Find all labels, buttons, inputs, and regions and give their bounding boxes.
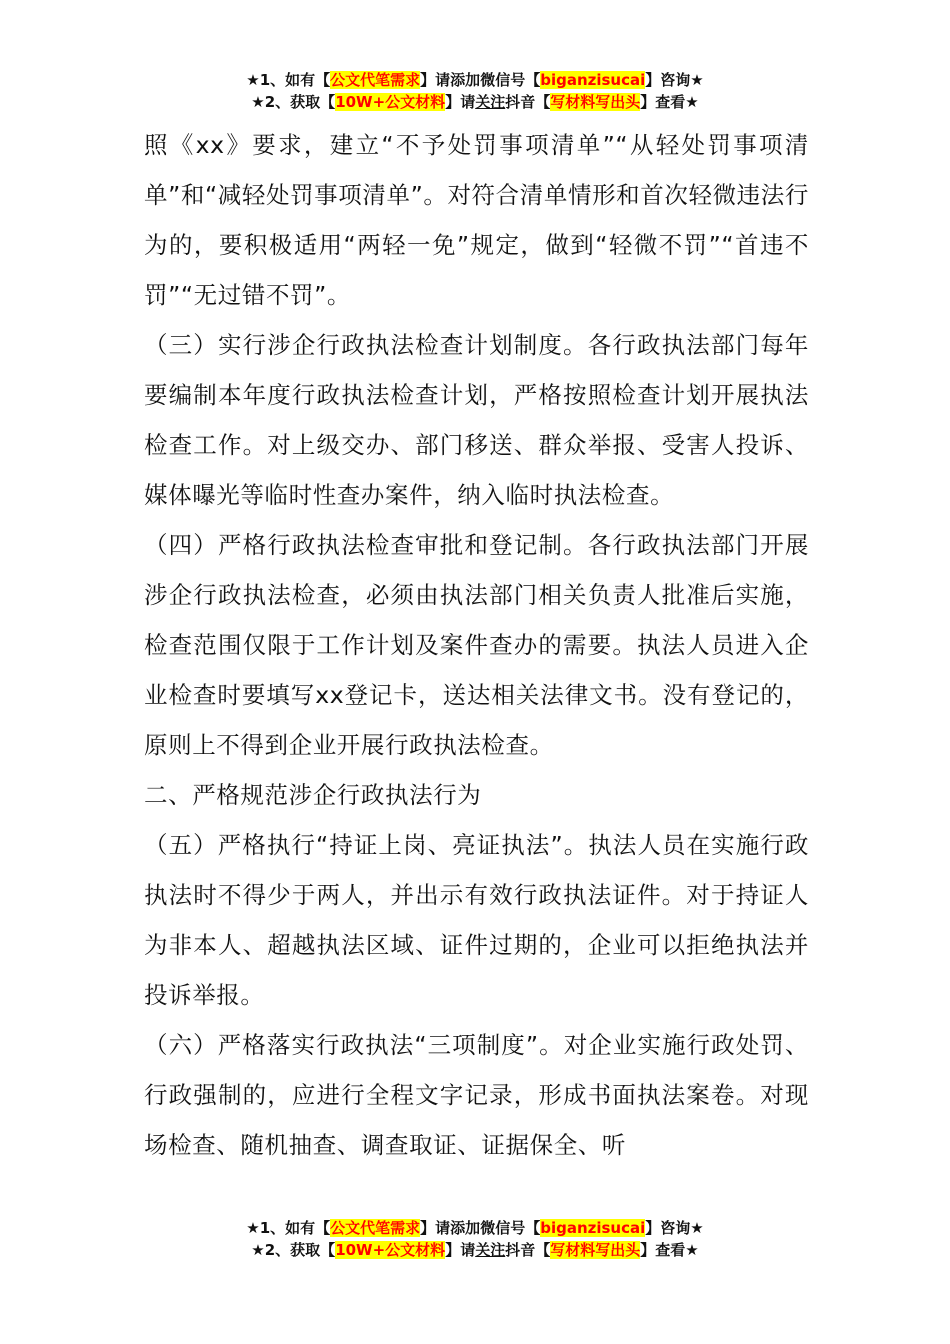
highlight-wechat-id: biganzisucai (540, 1219, 646, 1237)
paragraph: （四）严格行政执法检查审批和登记制。各行政执法部门开展涉企行政执法检查，必须由执法部门相关负责人批准后实施，检查范围仅限于工作计划及案件查办的需要。执法人员进入企业检查时要填写xx登记卡，送达相关法律文书。没有登记的，原则上不得到企业开展行政执法检查。 (144, 531, 809, 759)
banner-line-2 (0, 91, 950, 113)
highlight-ghostwriting: 公文代笔需求 (330, 71, 421, 89)
banner-underlined-text: 关注 (475, 93, 506, 111)
footer-banner (0, 1217, 950, 1261)
banner-text: ★1、如有【 (246, 71, 331, 89)
banner-line-1 (0, 69, 950, 91)
banner-text: 】咨询★ (645, 71, 704, 89)
banner-text: 】请 (445, 93, 476, 111)
banner-text: ★2、获取【 (251, 1241, 336, 1259)
highlight-materials: 10W+公文材料 (335, 1241, 446, 1259)
banner-text: 抖音【 (505, 93, 551, 111)
highlight-wechat-id: biganzisucai (540, 71, 646, 89)
banner-text: ★2、获取【 (251, 93, 336, 111)
banner-line-2 (0, 1239, 950, 1261)
paragraph: （三）实行涉企行政执法检查计划制度。各行政执法部门每年要编制本年度行政执法检查计划，严格按照检查计划开展执法检查工作。对上级交办、部门移送、群众举报、受害人投诉、媒体曝光等临时性查办案件，纳入临时执法检查。 (144, 331, 809, 509)
banner-text: 】咨询★ (645, 1219, 704, 1237)
banner-underlined-text: 关注 (475, 1241, 506, 1259)
paragraph: （五）严格执行“持证上岗、亮证执法”。执法人员在实施行政执法时不得少于两人，并出示有效行政执法证件。对于持证人为非本人、超越执法区域、证件过期的，企业可以拒绝执法并投诉举报。 (144, 831, 809, 1009)
paragraph: 照《xx》要求，建立“不予处罚事项清单”“从轻处罚事项清单”和“减轻处罚事项清单”。对符合清单情形和首次轻微违法行为的，要积极适用“两轻一免”规定，做到“轻微不罚”“首违不罚”“无过错不罚”。 (144, 131, 809, 309)
banner-text: 微信号【 (480, 1219, 541, 1237)
highlight-materials: 10W+公文材料 (335, 93, 446, 111)
section-heading: 二、严格规范涉企行政执法行为 (144, 781, 482, 809)
highlight-douyin-account: 写材料写出头 (550, 93, 641, 111)
banner-text: 微信号【 (480, 71, 541, 89)
banner-text: ★1、如有【 (246, 1219, 331, 1237)
paragraph: （六）严格落实行政执法“三项制度”。对企业实施行政处罚、行政强制的，应进行全程文字记录，形成书面执法案卷。对现场检查、随机抽查、调查取证、证据保全、听 (144, 1031, 809, 1159)
highlight-douyin-account: 写材料写出头 (550, 1241, 641, 1259)
banner-text: 】查看★ (640, 93, 699, 111)
banner-text: 】请添加 (420, 71, 481, 89)
highlight-ghostwriting: 公文代笔需求 (330, 1219, 421, 1237)
banner-text: 】查看★ (640, 1241, 699, 1259)
banner-text: 抖音【 (505, 1241, 551, 1259)
document-body (144, 120, 809, 1170)
header-banner (0, 69, 950, 113)
banner-line-1 (0, 1217, 950, 1239)
banner-text: 】请添加 (420, 1219, 481, 1237)
banner-text: 】请 (445, 1241, 476, 1259)
